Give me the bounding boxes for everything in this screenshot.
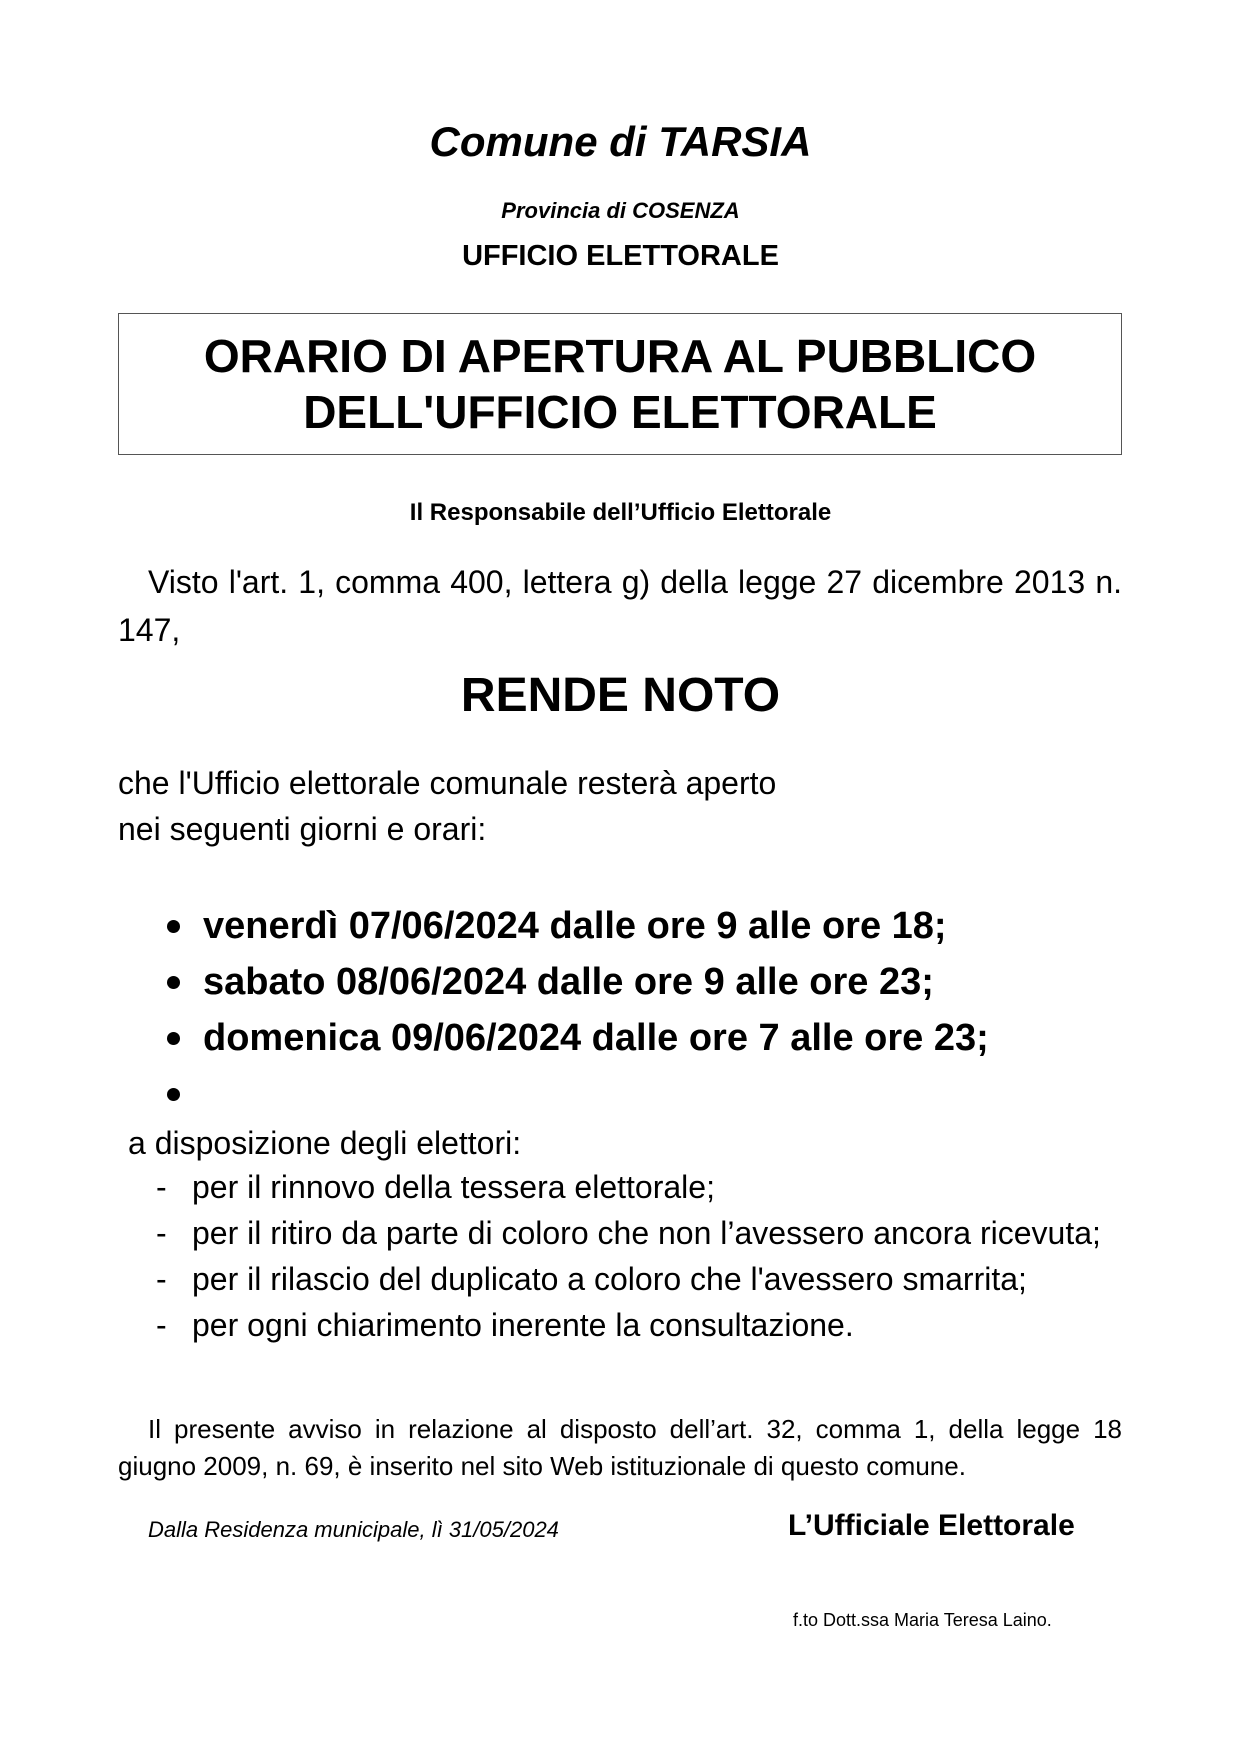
schedule-item bbox=[163, 898, 1163, 954]
title-box bbox=[118, 313, 1122, 455]
bullet-icon bbox=[167, 1032, 180, 1045]
schedule-item bbox=[163, 954, 1163, 1010]
bullet-icon bbox=[167, 976, 180, 989]
office-subheading: UFFICIO ELETTORALE bbox=[462, 240, 779, 272]
intro-line-1: che l'Ufficio elettorale comunale resterà aperto bbox=[118, 765, 777, 801]
purpose-item-text: per il rinnovo della tessera elettorale; bbox=[192, 1169, 715, 1205]
schedule-list bbox=[163, 898, 1163, 1122]
province-subheading: Provincia di COSENZA bbox=[501, 198, 740, 223]
purpose-item-text: per ogni chiarimento inerente la consultazione. bbox=[192, 1307, 854, 1343]
place-date: Dalla Residenza municipale, lì 31/05/2024 bbox=[148, 1517, 559, 1542]
purpose-item bbox=[150, 1164, 1122, 1210]
purpose-item-text: per il rilascio del duplicato a coloro che l'avessero smarrita; bbox=[192, 1261, 1027, 1297]
notice-paragraph: Il presente avviso in relazione al disposto dell’art. 32, comma 1, della legge 18 giugno 2009, n. 69, è inserito nel sito Web istituzionale di questo comune. bbox=[118, 1414, 1122, 1481]
schedule-item-text: domenica 09/06/2024 dalle ore 7 alle ore 23; bbox=[203, 1017, 989, 1059]
dash-icon: - bbox=[156, 1307, 167, 1343]
purposes-list bbox=[150, 1164, 1122, 1348]
schedule-item bbox=[163, 1066, 1163, 1122]
purpose-item bbox=[150, 1302, 1122, 1348]
title-line-1: ORARIO DI APERTURA AL PUBBLICO bbox=[203, 330, 1037, 382]
bullet-icon bbox=[167, 920, 180, 933]
schedule-item-text: venerdì 07/06/2024 dalle ore 9 alle ore 18; bbox=[203, 905, 947, 947]
dash-icon: - bbox=[156, 1261, 167, 1297]
dash-icon: - bbox=[156, 1169, 167, 1205]
legal-reference: Visto l'art. 1, comma 400, lettera g) della legge 27 dicembre 2013 n. 147, bbox=[118, 564, 1122, 648]
signatory-title: L’Ufficiale Elettorale bbox=[788, 1509, 1075, 1542]
signature-line: f.to Dott.ssa Maria Teresa Laino. bbox=[793, 1610, 1052, 1630]
purpose-item bbox=[150, 1256, 1122, 1302]
intro-line-2: nei seguenti giorni e orari: bbox=[118, 811, 487, 847]
issuer-line: Il Responsabile dell’Ufficio Elettorale bbox=[409, 499, 832, 526]
intro-paragraph bbox=[118, 760, 1018, 852]
purpose-item bbox=[150, 1210, 1122, 1256]
announcement-heading: RENDE NOTO bbox=[460, 669, 781, 722]
purpose-item-text: per il ritiro da parte di coloro che non l’avessero ancora ricevuta; bbox=[192, 1215, 1101, 1251]
schedule-item-text: sabato 08/06/2024 dalle ore 9 alle ore 23; bbox=[203, 961, 934, 1003]
availability-intro: a disposizione degli elettori: bbox=[128, 1125, 522, 1161]
municipality-heading: Comune di TARSIA bbox=[429, 118, 812, 165]
schedule-item bbox=[163, 1010, 1163, 1066]
title-line-2: DELL'UFFICIO ELETTORALE bbox=[303, 386, 937, 438]
bullet-icon bbox=[167, 1088, 180, 1101]
dash-icon: - bbox=[156, 1215, 167, 1251]
